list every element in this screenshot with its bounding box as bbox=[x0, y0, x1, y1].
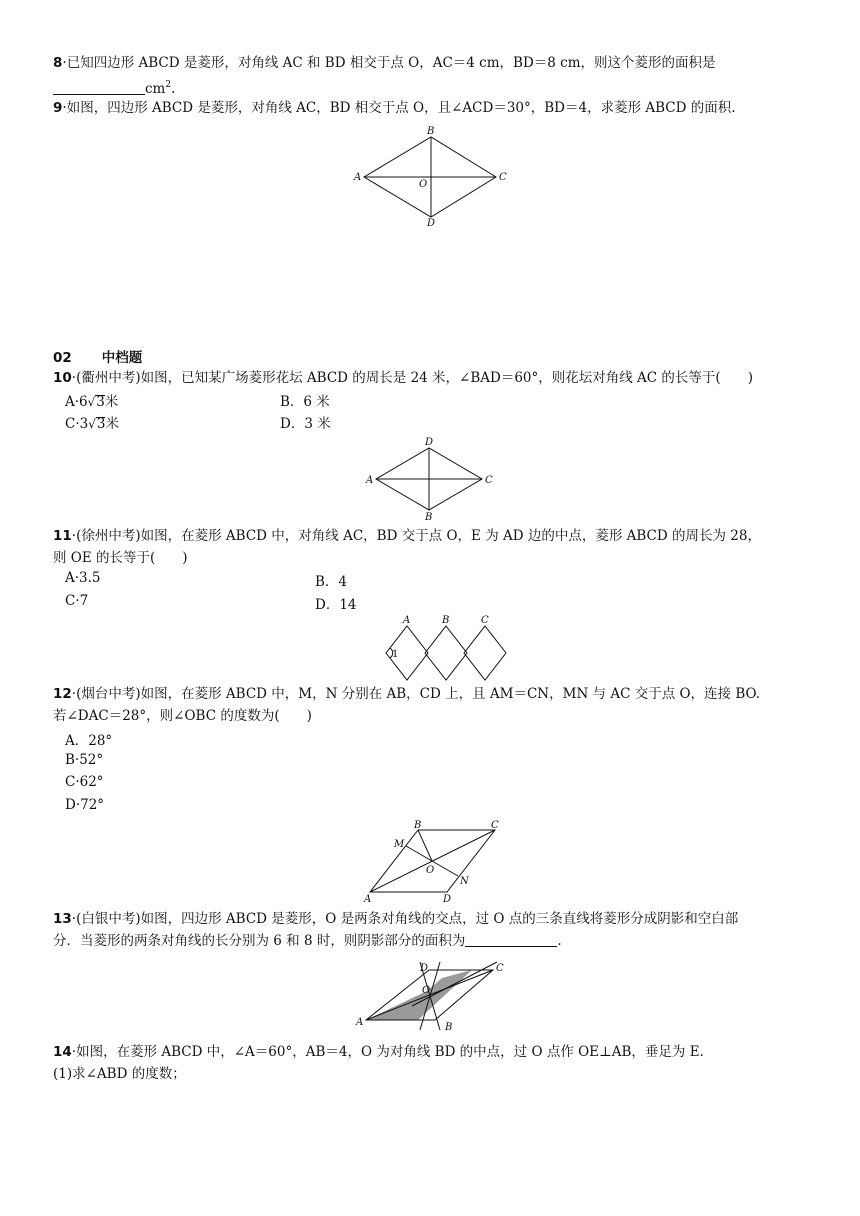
label-c: C bbox=[499, 172, 507, 183]
answer-blank[interactable] bbox=[465, 932, 557, 947]
option-c[interactable]: C·7 bbox=[65, 593, 89, 609]
option-b[interactable]: B．4 bbox=[315, 574, 348, 590]
answer-blank[interactable] bbox=[53, 80, 145, 95]
question-number: 14 bbox=[53, 1044, 72, 1060]
label-b: B bbox=[445, 1022, 453, 1033]
question-text: ·如图，四边形 ABCD 是菱形，对角线 AC，BD 相交于点 O，且∠ACD＝30°，BD＝4，求菱形 ABCD 的面积. bbox=[62, 100, 736, 116]
question-text-cont: 若∠DAC＝28°，则∠OBC 的度数为( ) bbox=[53, 708, 312, 724]
question-10 bbox=[53, 367, 813, 389]
label-c: C bbox=[491, 820, 499, 831]
option-a-unit: 米 bbox=[104, 394, 119, 410]
question-text: ·(烟台中考)如图，在菱形 ABCD 中，M，N 分别在 AB，CD 上，且 AM＝CN，MN 与 AC 交于点 O，连接 BO. bbox=[71, 686, 761, 702]
label-b: B bbox=[427, 126, 435, 137]
q10-rhombus-figure bbox=[362, 436, 502, 524]
section-header bbox=[53, 346, 172, 366]
question-subpart-1: (1)求∠ABD 的度数； bbox=[53, 1066, 186, 1082]
question-text: ·(白银中考)如图，四边形 ABCD 是菱形，O 是两条对角线的交点，过 O 点的三条直线将菱形分成阴影和空白部 bbox=[71, 911, 739, 927]
question-text: ·如图，在菱形 ABCD 中，∠A＝60°，AB＝4，O 为对角线 BD 的中点，过 O 点作 OE⊥AB，垂足为 E. bbox=[71, 1044, 704, 1060]
period-text: . bbox=[557, 933, 562, 949]
option-a-text: A·6 bbox=[65, 394, 88, 410]
label-d: D bbox=[420, 963, 429, 974]
label-o: O bbox=[419, 179, 428, 190]
question-text-cont: 则 OE 的长等于( ) bbox=[53, 550, 188, 566]
section-title: 中档题 bbox=[101, 350, 143, 366]
label-d: D bbox=[427, 218, 436, 229]
question-text: ·(衢州中考)如图，已知某广场菱形花坛 ABCD 的周长是 24 米，∠BAD＝60°，则花坛对角线 AC 的长等于( ) bbox=[71, 370, 753, 386]
radicand: 3 bbox=[96, 394, 105, 410]
option-c-unit: 米 bbox=[105, 416, 119, 432]
period-text: . bbox=[171, 81, 176, 97]
q11-three-rhombi-figure bbox=[380, 614, 515, 686]
q9-rhombus-figure bbox=[350, 125, 520, 230]
question-9 bbox=[53, 97, 813, 119]
option-d[interactable]: D．14 bbox=[315, 597, 357, 613]
sqrt-sign: √ bbox=[88, 417, 96, 431]
label-c: C bbox=[485, 475, 493, 486]
q13-shaded-rhombus-figure bbox=[352, 958, 507, 1032]
option-a[interactable]: A．28° bbox=[65, 733, 113, 749]
label-a: A bbox=[403, 615, 411, 626]
question-text: ·已知四边形 ABCD 是菱形，对角线 AC 和 BD 相交于点 O，AC＝4 cm，BD＝8 cm，则这个菱形的面积是 bbox=[62, 55, 716, 71]
label-o: O bbox=[426, 865, 435, 876]
sqrt-sign: √ bbox=[87, 395, 96, 409]
question-number: 13 bbox=[53, 911, 72, 927]
option-d[interactable]: D·72° bbox=[65, 797, 105, 813]
question-14 bbox=[53, 1041, 813, 1085]
question-number: 8 bbox=[53, 55, 63, 71]
option-d[interactable]: D．3 米 bbox=[280, 416, 331, 432]
label-a: A bbox=[354, 172, 362, 183]
section-code: 02 bbox=[53, 350, 72, 366]
option-b[interactable]: B．6 米 bbox=[280, 394, 330, 410]
rhombus-2 bbox=[425, 626, 467, 680]
label-d: D bbox=[425, 437, 434, 448]
unit-text: cm bbox=[145, 81, 166, 97]
option-a[interactable]: A·3.5 bbox=[65, 570, 101, 586]
question-8 bbox=[53, 52, 813, 100]
label-a: A bbox=[364, 894, 372, 905]
question-number: 10 bbox=[53, 370, 72, 386]
question-11 bbox=[53, 525, 813, 569]
label-o: O bbox=[422, 985, 431, 996]
segment-bo bbox=[418, 830, 432, 861]
label-b: B bbox=[442, 615, 450, 626]
radicand: 3 bbox=[96, 416, 106, 432]
label-a: A bbox=[366, 475, 374, 486]
label-b: B bbox=[414, 820, 422, 831]
label-1: 1 bbox=[392, 649, 399, 660]
option-b[interactable]: B·52° bbox=[65, 752, 104, 768]
label-b: B bbox=[425, 512, 433, 523]
option-c-text: C·3 bbox=[65, 416, 89, 432]
question-number: 11 bbox=[53, 528, 72, 544]
option-c[interactable]: C·62° bbox=[65, 774, 104, 790]
option-a[interactable] bbox=[65, 390, 118, 410]
unit-exponent: 2 bbox=[165, 80, 172, 90]
question-text-cont: 分．当菱形的两条对角线的长分别为 6 和 8 时，则阴影部分的面积为 bbox=[53, 933, 466, 949]
label-d: D bbox=[443, 894, 452, 905]
question-number: 12 bbox=[53, 686, 72, 702]
label-m: M bbox=[394, 839, 405, 850]
label-a: A bbox=[356, 1017, 364, 1028]
label-n: N bbox=[460, 876, 469, 887]
question-13 bbox=[53, 908, 813, 952]
question-text: ·(徐州中考)如图，在菱形 ABCD 中，对角线 AC，BD 交于点 O，E 为 AD 边的中点，菱形 ABCD 的周长为 28， bbox=[71, 528, 761, 544]
label-c: C bbox=[481, 615, 489, 626]
rhombus-3 bbox=[464, 626, 506, 680]
label-c: C bbox=[496, 963, 504, 974]
q12-rhombus-figure bbox=[362, 818, 512, 904]
option-c[interactable] bbox=[65, 412, 119, 432]
question-number: 9 bbox=[53, 100, 63, 116]
question-12 bbox=[53, 683, 813, 727]
